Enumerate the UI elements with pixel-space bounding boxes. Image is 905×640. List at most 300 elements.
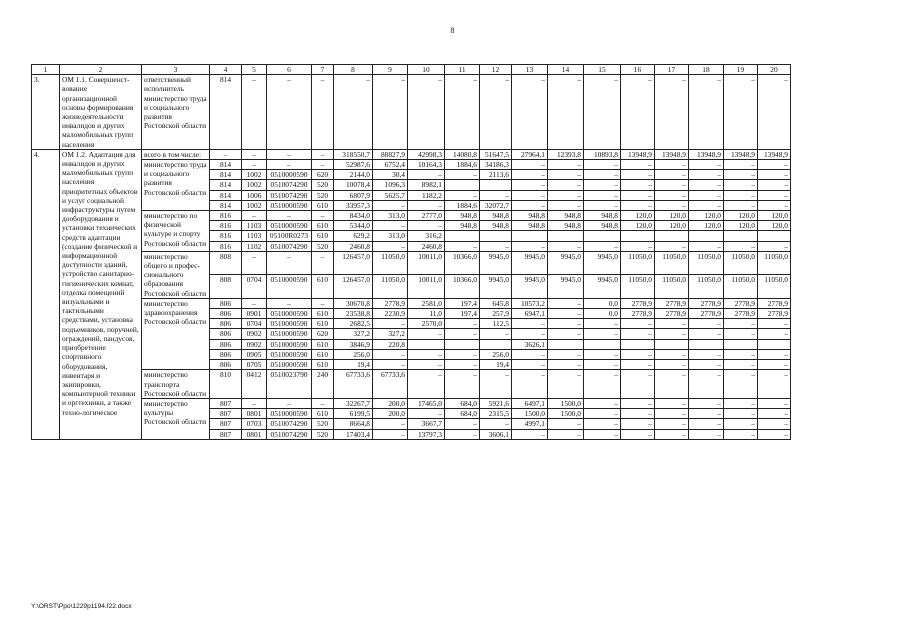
amount-cell: 327,2 <box>373 329 408 339</box>
amount-cell: 52987,6 <box>334 160 373 170</box>
amount-cell: – <box>480 190 512 200</box>
table-row <box>32 298 791 308</box>
amount-cell: 42998,3 <box>408 149 445 159</box>
amount-cell: – <box>480 241 512 251</box>
amount-cell: – <box>724 419 758 429</box>
amount-cell: – <box>724 75 758 150</box>
amount-cell: – <box>621 180 655 190</box>
amount-cell: – <box>655 170 689 180</box>
amount-cell: – <box>408 221 445 231</box>
code-cell: – <box>242 75 267 150</box>
amount-cell: 684,0 <box>445 409 480 419</box>
code-cell: 814 <box>210 160 242 170</box>
table-row <box>32 160 791 170</box>
column-number: 7 <box>312 65 334 75</box>
amount-cell: – <box>512 75 548 150</box>
amount-cell: – <box>689 360 724 370</box>
amount-cell: – <box>548 319 584 329</box>
code-cell: 610 <box>312 200 334 210</box>
code-cell: 1006 <box>242 190 267 200</box>
amount-cell: 17465,0 <box>408 398 445 408</box>
amount-cell: – <box>724 319 758 329</box>
amount-cell: – <box>480 370 512 399</box>
code-cell: 806 <box>210 309 242 319</box>
amount-cell: 11050,0 <box>373 251 408 275</box>
amount-cell <box>512 231 548 241</box>
amount-cell: – <box>584 409 621 419</box>
code-cell: 610 <box>312 319 334 329</box>
amount-cell: – <box>621 200 655 210</box>
measure-name: ОМ 1.1. Совершенст-вование организационной основы формирования жизнедеятельности инвалидов и других маломобильных групп населения <box>60 75 142 150</box>
amount-cell: – <box>689 429 724 439</box>
amount-cell: 200,0 <box>373 409 408 419</box>
code-cell: 0510000590 <box>267 329 312 339</box>
amount-cell: 9945,0 <box>584 275 621 299</box>
amount-cell: – <box>655 160 689 170</box>
amount-cell: 51647,5 <box>480 149 512 159</box>
code-cell: 0801 <box>242 429 267 439</box>
amount-cell: 645,8 <box>480 298 512 308</box>
code-cell: 807 <box>210 429 242 439</box>
amount-cell: – <box>512 241 548 251</box>
amount-cell: – <box>512 170 548 180</box>
code-cell: 806 <box>210 298 242 308</box>
amount-cell: 1500,0 <box>512 409 548 419</box>
amount-cell: – <box>548 241 584 251</box>
code-cell: 0901 <box>242 309 267 319</box>
code-cell: 0510000590 <box>267 275 312 299</box>
amount-cell: – <box>655 419 689 429</box>
amount-cell: 9945,0 <box>480 275 512 299</box>
amount-cell: – <box>584 360 621 370</box>
code-cell: 0510074290 <box>267 419 312 429</box>
amount-cell <box>758 339 791 349</box>
amount-cell: 256,0 <box>334 349 373 359</box>
amount-cell: – <box>758 329 791 339</box>
amount-cell: 11050,0 <box>689 275 724 299</box>
amount-cell: 948,8 <box>512 221 548 231</box>
amount-cell <box>480 231 512 241</box>
amount-cell: 1500,0 <box>548 398 584 408</box>
amount-cell: 0,0 <box>584 298 621 308</box>
amount-cell: – <box>584 170 621 180</box>
code-cell: – <box>312 251 334 275</box>
code-cell: 816 <box>210 231 242 241</box>
amount-cell: 5344,0 <box>334 221 373 231</box>
amount-cell: 11050,0 <box>689 251 724 275</box>
column-number: 5 <box>242 65 267 75</box>
amount-cell: – <box>621 349 655 359</box>
amount-cell: – <box>758 319 791 329</box>
code-cell: 1002 <box>242 170 267 180</box>
amount-cell: – <box>621 360 655 370</box>
amount-cell: – <box>373 419 408 429</box>
amount-cell: – <box>584 241 621 251</box>
code-cell: – <box>267 211 312 221</box>
column-number: 11 <box>445 65 480 75</box>
amount-cell: – <box>689 241 724 251</box>
amount-cell: – <box>548 429 584 439</box>
code-cell: 0704 <box>242 319 267 329</box>
amount-cell: 1096,3 <box>373 180 408 190</box>
amount-cell <box>408 339 445 349</box>
code-cell: 610 <box>312 221 334 231</box>
amount-cell: 948,8 <box>548 221 584 231</box>
amount-cell: – <box>584 75 621 150</box>
amount-cell: 13948,9 <box>655 149 689 159</box>
amount-cell: – <box>445 190 480 200</box>
amount-cell <box>480 339 512 349</box>
code-cell: – <box>267 251 312 275</box>
code-cell: 610 <box>312 349 334 359</box>
amount-cell <box>758 231 791 241</box>
amount-cell: – <box>548 298 584 308</box>
amount-cell: – <box>512 429 548 439</box>
amount-cell: 120,0 <box>621 211 655 221</box>
amount-cell: – <box>584 398 621 408</box>
amount-cell: 2778,9 <box>689 309 724 319</box>
amount-cell: 10366,0 <box>445 251 480 275</box>
code-cell: 0510074290 <box>267 429 312 439</box>
amount-cell: – <box>689 160 724 170</box>
amount-cell: – <box>689 370 724 399</box>
code-cell: 0510000590 <box>267 360 312 370</box>
amount-cell: – <box>584 160 621 170</box>
amount-cell: 19,4 <box>334 360 373 370</box>
amount-cell <box>480 180 512 190</box>
amount-cell: 120,0 <box>689 211 724 221</box>
amount-cell: – <box>621 75 655 150</box>
code-cell: – <box>312 75 334 150</box>
amount-cell: – <box>621 190 655 200</box>
amount-cell: 13948,9 <box>724 149 758 159</box>
code-cell: 610 <box>312 309 334 319</box>
amount-cell: 120,0 <box>724 221 758 231</box>
amount-cell: 313,0 <box>373 211 408 221</box>
column-number: 20 <box>758 65 791 75</box>
amount-cell: 10573,2 <box>512 298 548 308</box>
code-cell: 806 <box>210 319 242 329</box>
amount-cell: – <box>689 349 724 359</box>
amount-cell: – <box>373 429 408 439</box>
column-number-row <box>32 65 791 75</box>
amount-cell: 27964,1 <box>512 149 548 159</box>
amount-cell: 197,4 <box>445 309 480 319</box>
amount-cell: – <box>758 349 791 359</box>
amount-cell: 120,0 <box>758 211 791 221</box>
amount-cell: 313,0 <box>373 231 408 241</box>
code-cell: 610 <box>312 339 334 349</box>
amount-cell: 5921,6 <box>480 398 512 408</box>
amount-cell: 2460,8 <box>408 241 445 251</box>
responsible-executor: ответственный исполнитель министерство труда и социального развития Ростовской области <box>142 75 210 150</box>
amount-cell: – <box>689 190 724 200</box>
amount-cell: 2682,5 <box>334 319 373 329</box>
amount-cell: 1500,0 <box>548 409 584 419</box>
code-cell: 816 <box>210 241 242 251</box>
amount-cell: 11050,0 <box>758 251 791 275</box>
code-cell: – <box>312 149 334 159</box>
amount-cell: 197,4 <box>445 298 480 308</box>
amount-cell: – <box>621 329 655 339</box>
executor-label: министерство по физической культуре и спорту Ростовской области <box>142 211 210 252</box>
amount-cell: – <box>689 409 724 419</box>
code-cell: – <box>312 160 334 170</box>
column-number: 2 <box>60 65 142 75</box>
code-cell: 807 <box>210 409 242 419</box>
amount-cell: 14080,8 <box>445 149 480 159</box>
amount-cell: – <box>724 409 758 419</box>
amount-cell <box>445 231 480 241</box>
code-cell: 0705 <box>242 360 267 370</box>
amount-cell: 112,5 <box>480 319 512 329</box>
code-cell: 810 <box>210 370 242 399</box>
amount-cell: – <box>408 370 445 399</box>
amount-cell: – <box>548 160 584 170</box>
amount-cell: 2778,9 <box>724 309 758 319</box>
amount-cell: – <box>480 75 512 150</box>
amount-cell: – <box>584 200 621 210</box>
table-row <box>32 370 791 399</box>
amount-cell <box>621 231 655 241</box>
row-number: 4. <box>32 149 60 439</box>
code-cell: 520 <box>312 429 334 439</box>
column-number: 10 <box>408 65 445 75</box>
code-cell: 610 <box>312 231 334 241</box>
amount-cell: – <box>512 200 548 210</box>
amount-cell: – <box>655 370 689 399</box>
amount-cell: 6947,1 <box>512 309 548 319</box>
amount-cell: 948,8 <box>548 211 584 221</box>
amount-cell: 10011,0 <box>408 275 445 299</box>
amount-cell: 13948,9 <box>758 149 791 159</box>
amount-cell: – <box>373 349 408 359</box>
code-cell: 520 <box>312 190 334 200</box>
amount-cell: – <box>724 241 758 251</box>
amount-cell: 32267,7 <box>334 398 373 408</box>
amount-cell: – <box>621 409 655 419</box>
amount-cell: – <box>758 419 791 429</box>
amount-cell: 33957,3 <box>334 200 373 210</box>
amount-cell: – <box>445 360 480 370</box>
amount-cell: – <box>480 419 512 429</box>
code-cell: 620 <box>312 329 334 339</box>
file-path-footer: Y:\ORST\Ppo\1229p1194.f22.docx <box>31 603 132 610</box>
amount-cell: 9945,0 <box>584 251 621 275</box>
amount-cell <box>724 231 758 241</box>
amount-cell: 10078,4 <box>334 180 373 190</box>
amount-cell <box>621 339 655 349</box>
code-cell: 0510074290 <box>267 190 312 200</box>
amount-cell <box>724 339 758 349</box>
code-cell: 0801 <box>242 409 267 419</box>
amount-cell: – <box>724 160 758 170</box>
amount-cell: – <box>584 349 621 359</box>
amount-cell: – <box>724 170 758 180</box>
amount-cell: 30,4 <box>373 170 408 180</box>
code-cell: – <box>242 160 267 170</box>
amount-cell: – <box>758 75 791 150</box>
amount-cell: – <box>373 75 408 150</box>
amount-cell: – <box>334 75 373 150</box>
column-number: 14 <box>548 65 584 75</box>
amount-cell: – <box>548 170 584 180</box>
amount-cell: 11050,0 <box>724 275 758 299</box>
amount-cell: 2460,8 <box>334 241 373 251</box>
amount-cell: 2315,5 <box>480 409 512 419</box>
amount-cell: – <box>689 319 724 329</box>
amount-cell <box>655 339 689 349</box>
amount-cell: 13797,3 <box>408 429 445 439</box>
code-cell: 520 <box>312 241 334 251</box>
column-number: 16 <box>621 65 655 75</box>
amount-cell: – <box>548 419 584 429</box>
amount-cell: 948,8 <box>445 221 480 231</box>
amount-cell: – <box>512 370 548 399</box>
amount-cell: 120,0 <box>655 221 689 231</box>
amount-cell: 2778,9 <box>655 309 689 319</box>
amount-cell: 32072,7 <box>480 200 512 210</box>
executor-label: всего в том числе: <box>142 149 210 159</box>
column-number: 12 <box>480 65 512 75</box>
amount-cell: 11050,0 <box>621 251 655 275</box>
amount-cell: – <box>445 329 480 339</box>
amount-cell: 6807,9 <box>334 190 373 200</box>
amount-cell: – <box>548 200 584 210</box>
amount-cell: – <box>445 370 480 399</box>
amount-cell: 3667,7 <box>408 419 445 429</box>
code-cell: 1002 <box>242 180 267 190</box>
amount-cell: – <box>512 180 548 190</box>
amount-cell: – <box>724 329 758 339</box>
code-cell: 1102 <box>242 241 267 251</box>
amount-cell: 8664,8 <box>334 419 373 429</box>
amount-cell: 34186,3 <box>480 160 512 170</box>
amount-cell: 67733,6 <box>334 370 373 399</box>
amount-cell: – <box>655 241 689 251</box>
amount-cell: 2778,9 <box>373 298 408 308</box>
amount-cell: – <box>758 190 791 200</box>
column-number: 17 <box>655 65 689 75</box>
code-cell: 814 <box>210 170 242 180</box>
amount-cell: – <box>655 319 689 329</box>
amount-cell: 6752,4 <box>373 160 408 170</box>
amount-cell: – <box>373 200 408 210</box>
amount-cell: – <box>758 360 791 370</box>
amount-cell: – <box>584 429 621 439</box>
executor-label: министерство труда и социального развития Ростовской области <box>142 160 210 211</box>
budget-table <box>31 64 791 440</box>
amount-cell: – <box>724 200 758 210</box>
amount-cell: – <box>408 329 445 339</box>
amount-cell: – <box>445 429 480 439</box>
amount-cell: – <box>724 349 758 359</box>
amount-cell: 327,2 <box>334 329 373 339</box>
amount-cell: 3846,9 <box>334 339 373 349</box>
code-cell: 0510000590 <box>267 339 312 349</box>
amount-cell: – <box>408 349 445 359</box>
amount-cell: 3626,1 <box>512 339 548 349</box>
amount-cell: 1182,2 <box>408 190 445 200</box>
amount-cell: – <box>758 429 791 439</box>
code-cell: 0905 <box>242 349 267 359</box>
amount-cell: 126457,0 <box>334 275 373 299</box>
amount-cell: 11050,0 <box>758 275 791 299</box>
column-number: 9 <box>373 65 408 75</box>
amount-cell: – <box>758 409 791 419</box>
amount-cell: – <box>584 419 621 429</box>
amount-cell: – <box>655 349 689 359</box>
code-cell: – <box>210 149 242 159</box>
amount-cell: – <box>689 75 724 150</box>
amount-cell: – <box>655 190 689 200</box>
amount-cell: – <box>758 160 791 170</box>
amount-cell: 30670,8 <box>334 298 373 308</box>
amount-cell: – <box>445 319 480 329</box>
amount-cell: – <box>512 360 548 370</box>
amount-cell: 126457,0 <box>334 251 373 275</box>
amount-cell: – <box>655 329 689 339</box>
amount-cell <box>548 231 584 241</box>
amount-cell: 10164,3 <box>408 160 445 170</box>
amount-cell: 9945,0 <box>512 275 548 299</box>
amount-cell: – <box>548 190 584 200</box>
code-cell: 0510023790 <box>267 370 312 399</box>
amount-cell: – <box>548 349 584 359</box>
code-cell: – <box>267 398 312 408</box>
executor-label: министерство транспорта Ростовской области <box>142 370 210 399</box>
amount-cell: 120,0 <box>655 211 689 221</box>
amount-cell: – <box>445 349 480 359</box>
amount-cell: 9945,0 <box>512 251 548 275</box>
amount-cell <box>689 339 724 349</box>
amount-cell: – <box>758 241 791 251</box>
code-cell: 0510000590 <box>267 170 312 180</box>
amount-cell: – <box>373 241 408 251</box>
amount-cell: – <box>548 329 584 339</box>
amount-cell: – <box>689 200 724 210</box>
amount-cell: 2570,0 <box>408 319 445 329</box>
code-cell: 807 <box>210 419 242 429</box>
amount-cell: 200,0 <box>373 398 408 408</box>
amount-cell: 2778,9 <box>758 298 791 308</box>
amount-cell: – <box>724 370 758 399</box>
amount-cell: 12393,8 <box>548 149 584 159</box>
code-cell: 808 <box>210 275 242 299</box>
amount-cell <box>584 231 621 241</box>
amount-cell: – <box>408 409 445 419</box>
amount-cell: 88827,9 <box>373 149 408 159</box>
column-number: 8 <box>334 65 373 75</box>
amount-cell: – <box>621 398 655 408</box>
amount-cell: – <box>512 190 548 200</box>
amount-cell: 9945,0 <box>548 251 584 275</box>
amount-cell: – <box>621 419 655 429</box>
code-cell: – <box>267 149 312 159</box>
executor-label: министерство общего и профес-сионального образования Ростовской области <box>142 251 210 298</box>
code-cell: 0510000590 <box>267 309 312 319</box>
amount-cell: 318550,7 <box>334 149 373 159</box>
amount-cell: – <box>373 319 408 329</box>
amount-cell: – <box>548 370 584 399</box>
code-cell: 0510000590 <box>267 200 312 210</box>
column-number: 19 <box>724 65 758 75</box>
amount-cell: 4997,1 <box>512 419 548 429</box>
amount-cell <box>655 231 689 241</box>
amount-cell: – <box>689 170 724 180</box>
code-cell: – <box>242 298 267 308</box>
amount-cell <box>584 339 621 349</box>
